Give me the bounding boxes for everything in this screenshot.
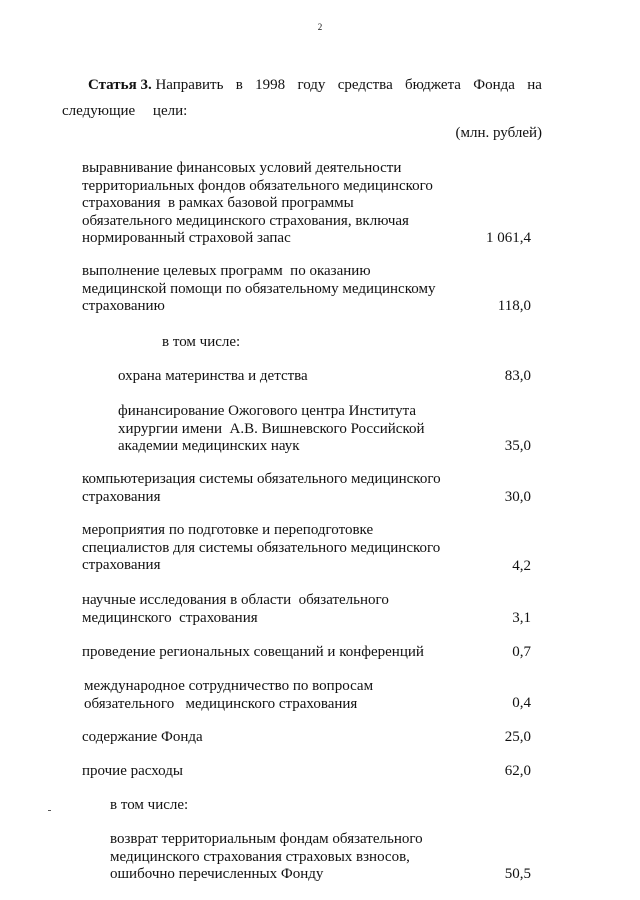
item-amount: 1 061,4: [486, 230, 531, 246]
item-line: страхования: [82, 488, 161, 505]
budget-subitem: [118, 368, 308, 386]
item-amount: 50,5: [504, 866, 531, 882]
article-word: году: [297, 77, 326, 93]
item-line: обязательного медицинского страхования: [84, 695, 358, 712]
item-amount: 35,0: [504, 438, 531, 454]
item-line: в том числе:: [162, 334, 241, 350]
item-line: медицинского страхования страховых взносов,: [110, 848, 410, 865]
budget-subitem: [118, 403, 425, 456]
item-line: финансирование Ожогового центра Института: [118, 403, 416, 419]
item-line: прочие расходы: [82, 763, 183, 779]
budget-item: [82, 471, 441, 506]
item-line: проведение региональных совещаний и конференций: [82, 644, 424, 660]
item-line: медицинской помощи по обязательному медицинскому: [82, 280, 436, 297]
budget-item: [82, 263, 435, 316]
article-second-line: следующие цели:: [62, 103, 188, 119]
unit-label: (млн. рублей): [455, 125, 542, 141]
item-line: возврат территориальным фондам обязательного: [110, 831, 423, 847]
item-amount: 4,2: [512, 558, 531, 574]
article-word: 1998: [255, 77, 286, 93]
budget-item: [82, 763, 183, 781]
item-amount: 118,0: [497, 298, 531, 314]
item-line: ошибочно перечисленных Фонду: [110, 866, 324, 882]
budget-item: [82, 160, 433, 248]
item-line: страхованию: [82, 298, 165, 314]
budget-item: [82, 522, 440, 575]
item-line: хирургии имени А.В. Вишневского Российской: [118, 420, 425, 437]
budget-subitem: [110, 831, 423, 884]
item-line: содержание Фонда: [82, 729, 203, 745]
item-amount: 3,1: [512, 610, 531, 626]
budget-item: [82, 592, 389, 627]
item-amount: 25,0: [504, 729, 531, 745]
item-line: мероприятия по подготовке и переподготовке: [82, 522, 374, 538]
item-line: академии медицинских наук: [118, 438, 300, 454]
budget-item: [82, 729, 203, 747]
item-line: специалистов для системы обязательного медицинского: [82, 539, 441, 556]
article-word: средства: [337, 77, 393, 93]
item-line: обязательного медицинского страхования, включая: [82, 212, 409, 229]
article-label-and-verb: [88, 72, 223, 98]
item-line: в том числе:: [110, 797, 189, 813]
item-amount: 0,7: [512, 644, 531, 660]
item-line: международное сотрудничество по вопросам: [84, 678, 374, 694]
article-first-line: [62, 72, 542, 98]
article-label: Статья 3.: [88, 77, 152, 93]
budget-item: [84, 678, 373, 713]
item-line: компьютеризация системы обязательного медицинского: [82, 471, 441, 487]
article-word: бюджета: [405, 77, 461, 93]
item-amount: 30,0: [504, 489, 531, 505]
item-line: страхования: [82, 557, 161, 573]
item-line: научные исследования в области обязательного: [82, 592, 389, 608]
article-word: в: [235, 77, 243, 93]
item-line: страхования в рамках базовой программы: [82, 195, 354, 211]
item-amount: 62,0: [504, 763, 531, 779]
item-amount: 0,4: [512, 695, 531, 711]
article-word: Направить: [155, 77, 224, 93]
item-amount: 83,0: [504, 368, 531, 384]
subheading: [110, 797, 188, 815]
item-line: нормированный страховой запас: [82, 230, 291, 246]
item-line: охрана материнства и детства: [118, 368, 308, 384]
subheading: [162, 334, 240, 352]
budget-item: [82, 644, 424, 662]
item-line: выполнение целевых программ по оказанию: [82, 263, 371, 279]
item-line: медицинского страхования: [82, 609, 258, 626]
margin-mark: [48, 810, 51, 811]
item-line: территориальных фондов обязательного медицинского: [82, 177, 433, 194]
article-heading: [62, 72, 542, 124]
article-word: Фонда: [473, 77, 515, 93]
page-number: 2: [317, 22, 323, 32]
item-line: выравнивание финансовых условий деятельности: [82, 160, 402, 176]
article-word: на: [527, 77, 542, 93]
